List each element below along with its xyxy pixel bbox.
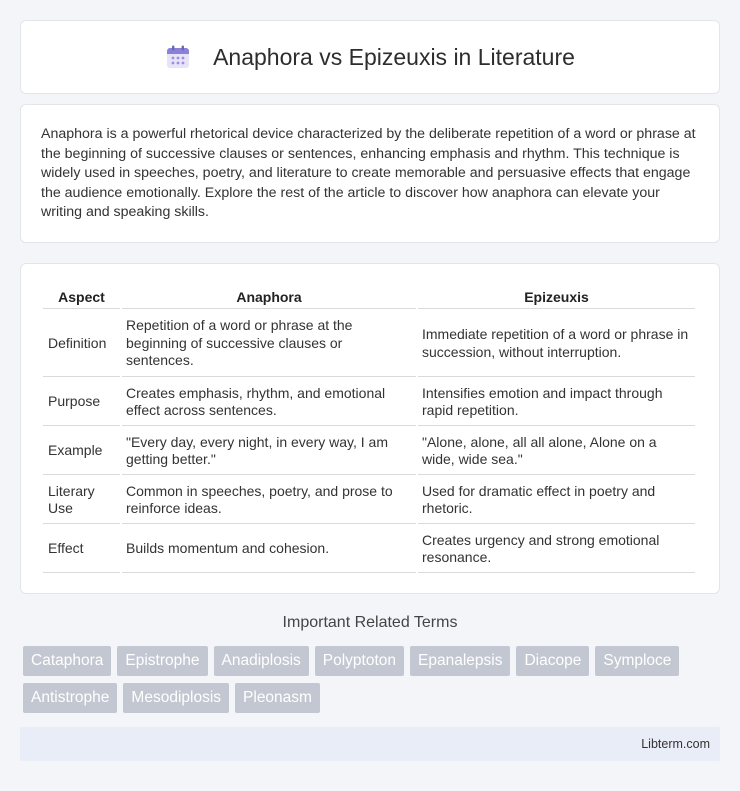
page-title: Anaphora vs Epizeuxis in Literature — [213, 43, 575, 70]
table-row — [43, 379, 695, 426]
table-row — [43, 311, 695, 377]
related-term-tag[interactable]: Cataphora — [23, 646, 111, 676]
row-anaphora: Builds momentum and cohesion. — [122, 526, 416, 573]
related-term-tag[interactable]: Antistrophe — [23, 683, 117, 713]
related-term-tag[interactable]: Mesodiplosis — [123, 683, 229, 713]
row-aspect: Literary Use — [43, 477, 120, 524]
related-term-tag[interactable]: Epanalepsis — [410, 646, 510, 676]
related-terms-title: Important Related Terms — [282, 614, 458, 631]
row-anaphora: Common in speeches, poetry, and prose to reinforce ideas. — [122, 477, 416, 524]
related-term-tag[interactable]: Diacope — [516, 646, 589, 676]
row-anaphora: Creates emphasis, rhythm, and emotional effect across sentences. — [122, 379, 416, 426]
row-epizeuxis: "Alone, alone, all all alone, Alone on a wide, wide sea." — [418, 428, 695, 475]
table-row — [43, 428, 695, 475]
footer-brand-link[interactable]: Libterm.com — [641, 737, 710, 751]
intro-card — [20, 104, 720, 243]
row-aspect: Example — [43, 428, 120, 475]
related-term-tag[interactable]: Symploce — [595, 646, 679, 676]
row-epizeuxis: Intensifies emotion and impact through rapid repetition. — [418, 379, 695, 426]
table-row — [43, 526, 695, 573]
related-term-tag[interactable]: Anadiplosis — [214, 646, 309, 676]
table-header-row — [43, 288, 695, 309]
footer — [20, 727, 720, 761]
header-aspect: Aspect — [43, 288, 120, 309]
intro-text: Anaphora is a powerful rhetorical device characterized by the deliberate repetition of a word or phrase at the beginning of successive clauses or sentences, enhancing emphasis and rhythm. This technique is widely used in speeches, poetry, and literature to create memorable and persuasive effects that engage the audience emotionally. Explore the rest of the article to discover how anaphora can elevate your writing and speaking skills. — [41, 126, 696, 221]
row-aspect: Purpose — [43, 379, 120, 426]
comparison-table — [41, 286, 697, 575]
header-card — [20, 20, 720, 94]
related-term-tag[interactable]: Pleonasm — [235, 683, 320, 713]
header-epizeuxis: Epizeuxis — [418, 288, 695, 309]
row-aspect: Definition — [43, 311, 120, 377]
row-anaphora: Repetition of a word or phrase at the beginning of successive clauses or sentences. — [122, 311, 416, 377]
title-wrap — [165, 44, 575, 71]
header-anaphora: Anaphora — [122, 288, 416, 309]
table-row — [43, 477, 695, 524]
row-epizeuxis: Immediate repetition of a word or phrase in succession, without interruption. — [418, 311, 695, 377]
row-epizeuxis: Creates urgency and strong emotional resonance. — [418, 526, 695, 573]
row-anaphora: "Every day, every night, in every way, I am getting better." — [122, 428, 416, 475]
related-term-tag[interactable]: Epistrophe — [117, 646, 207, 676]
row-aspect: Effect — [43, 526, 120, 573]
comparison-table-card — [20, 263, 720, 594]
calendar-icon — [165, 44, 191, 70]
related-terms-list — [23, 646, 723, 720]
related-term-tag[interactable]: Polyptoton — [315, 646, 404, 676]
row-epizeuxis: Used for dramatic effect in poetry and rhetoric. — [418, 477, 695, 524]
